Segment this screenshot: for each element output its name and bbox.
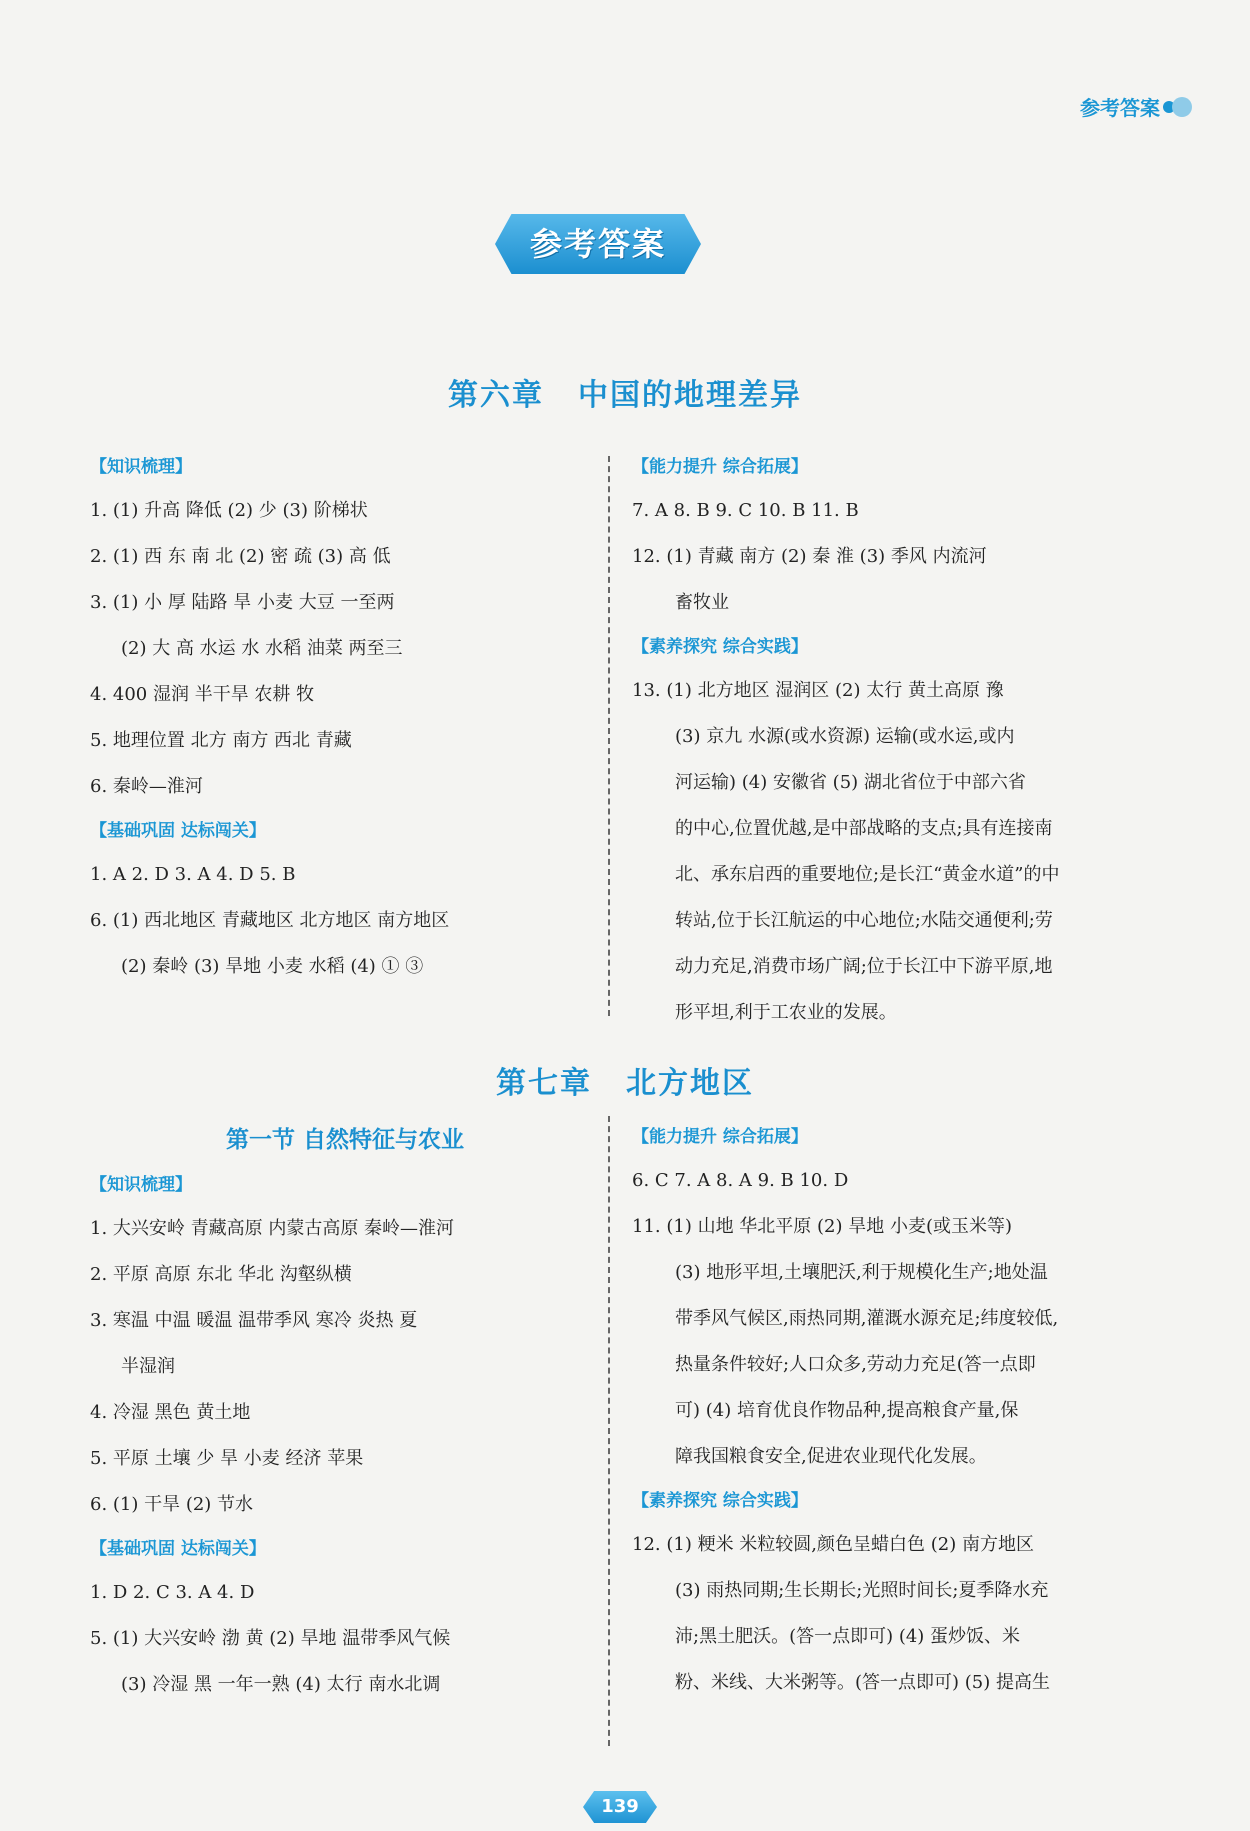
- answer-line: 1. D 2. C 3. A 4. D: [90, 1582, 255, 1603]
- banner-title: 参考答案: [529, 225, 666, 263]
- title-banner: [495, 214, 701, 274]
- header-tag: [1080, 92, 1192, 121]
- answer-line: 北、承东启西的重要地位;是长江“黄金水道”的中: [675, 864, 1060, 885]
- column-divider: [608, 456, 610, 1016]
- chapter6-number: 第六章: [448, 378, 544, 413]
- chapter7-title: [0, 1058, 1250, 1102]
- answer-line: 5. 地理位置 北方 南方 西北 青藏: [90, 730, 352, 751]
- answer-line: (2) 秦岭 (3) 旱地 小麦 水稻 (4) ① ③: [121, 956, 424, 977]
- answer-line: (2) 大 高 水运 水 水稻 油菜 两至三: [121, 638, 403, 659]
- answer-line: 沛;黑土肥沃。(答一点即可) (4) 蛋炒饭、米: [675, 1626, 1021, 1647]
- answer-line: 6. (1) 干旱 (2) 节水: [90, 1494, 254, 1515]
- answer-line: 1. A 2. D 3. A 4. D 5. B: [90, 864, 296, 885]
- answer-line: 障我国粮食安全,促进农业现代化发展。: [675, 1446, 987, 1467]
- answer-line: 3. 寒温 中温 暖温 温带季风 寒冷 炎热 夏: [90, 1310, 418, 1331]
- answer-line: 6. (1) 西北地区 青藏地区 北方地区 南方地区: [90, 910, 450, 931]
- section-label: 【素养探究 综合实践】: [632, 637, 808, 657]
- answer-line: 带季风气候区,雨热同期,灌溉水源充足;纬度较低,: [675, 1308, 1059, 1329]
- section-label: 【知识梳理】: [90, 1175, 192, 1195]
- header-dots-icon: [1166, 97, 1192, 117]
- answer-line: 的中心,位置优越,是中部战略的支点;具有连接南: [675, 818, 1053, 839]
- section-title: 第一节 自然特征与农业: [225, 1127, 464, 1153]
- chapter7-name: 北方地区: [626, 1066, 754, 1101]
- answer-line: 12. (1) 青藏 南方 (2) 秦 淮 (3) 季风 内流河: [632, 546, 987, 567]
- section-label: 【能力提升 综合拓展】: [632, 1127, 808, 1147]
- section-label: 【基础巩固 达标闯关】: [90, 1539, 266, 1559]
- answer-line: 热量条件较好;人口众多,劳动力充足(答一点即: [675, 1354, 1036, 1375]
- answer-line: 7. A 8. B 9. C 10. B 11. B: [632, 500, 859, 521]
- answer-line: 半湿润: [121, 1356, 175, 1377]
- answer-line: 1. (1) 升高 降低 (2) 少 (3) 阶梯状: [90, 500, 368, 521]
- chapter6-title: [0, 370, 1250, 414]
- answer-line: 河运输) (4) 安徽省 (5) 湖北省位于中部六省: [675, 772, 1026, 793]
- answer-line: 畜牧业: [675, 592, 729, 613]
- answer-line: 6. 秦岭—淮河: [90, 776, 203, 797]
- header-tag-text: 参考答案: [1080, 96, 1160, 120]
- answer-line: (3) 地形平坦,土壤肥沃,利于规模化生产;地处温: [675, 1262, 1048, 1283]
- chapter6-left-column: [90, 446, 600, 990]
- answer-line: (3) 京九 水源(或水资源) 运输(或水运,或内: [675, 726, 1015, 747]
- answer-line: 动力充足,消费市场广阔;位于长江中下游平原,地: [675, 956, 1053, 977]
- section-label: 【能力提升 综合拓展】: [632, 457, 808, 477]
- answer-line: 6. C 7. A 8. A 9. B 10. D: [632, 1170, 849, 1191]
- chapter6-name: 中国的地理差异: [578, 378, 802, 413]
- answer-line: 粉、米线、大米粥等。(答一点即可) (5) 提高生: [675, 1672, 1050, 1693]
- page-number-badge: [583, 1791, 657, 1823]
- answer-line: 1. 大兴安岭 青藏高原 内蒙古高原 秦岭—淮河: [90, 1218, 455, 1239]
- answer-line: 3. (1) 小 厚 陆路 旱 小麦 大豆 一至两: [90, 592, 395, 613]
- answer-line: 5. 平原 土壤 少 旱 小麦 经济 苹果: [90, 1448, 364, 1469]
- answer-line: 5. (1) 大兴安岭 渤 黄 (2) 旱地 温带季风气候: [90, 1628, 451, 1649]
- chapter7-number: 第七章: [496, 1066, 592, 1101]
- answer-line: 12. (1) 粳米 米粒较圆,颜色呈蜡白色 (2) 南方地区: [632, 1534, 1034, 1555]
- answer-line: 转站,位于长江航运的中心地位;水陆交通便利;劳: [675, 910, 1053, 931]
- page-number: 139: [601, 1796, 639, 1817]
- chapter7-right-column: [632, 1116, 1150, 1706]
- answer-line: (3) 冷湿 黑 一年一熟 (4) 太行 南水北调: [121, 1674, 441, 1695]
- answer-line: 4. 冷湿 黑色 黄土地: [90, 1402, 251, 1423]
- answer-line: 可) (4) 培育优良作物品种,提高粮食产量,保: [675, 1400, 1019, 1421]
- answer-line: 13. (1) 北方地区 湿润区 (2) 太行 黄土高原 豫: [632, 680, 1004, 701]
- answer-line: 2. (1) 西 东 南 北 (2) 密 疏 (3) 高 低: [90, 546, 391, 567]
- section-label: 【知识梳理】: [90, 457, 192, 477]
- section-label: 【基础巩固 达标闯关】: [90, 821, 266, 841]
- answer-line: 形平坦,利于工农业的发展。: [675, 1002, 897, 1023]
- answer-line: 2. 平原 高原 东北 华北 沟壑纵横: [90, 1264, 352, 1285]
- chapter6-right-column: [632, 446, 1150, 1036]
- section-label: 【素养探究 综合实践】: [632, 1491, 808, 1511]
- answer-line: (3) 雨热同期;生长期长;光照时间长;夏季降水充: [675, 1580, 1049, 1601]
- answer-line: 11. (1) 山地 华北平原 (2) 旱地 小麦(或玉米等): [632, 1216, 1012, 1237]
- chapter7-left-column: [90, 1116, 600, 1708]
- column-divider: [608, 1116, 610, 1746]
- answer-line: 4. 400 湿润 半干旱 农耕 牧: [90, 684, 315, 705]
